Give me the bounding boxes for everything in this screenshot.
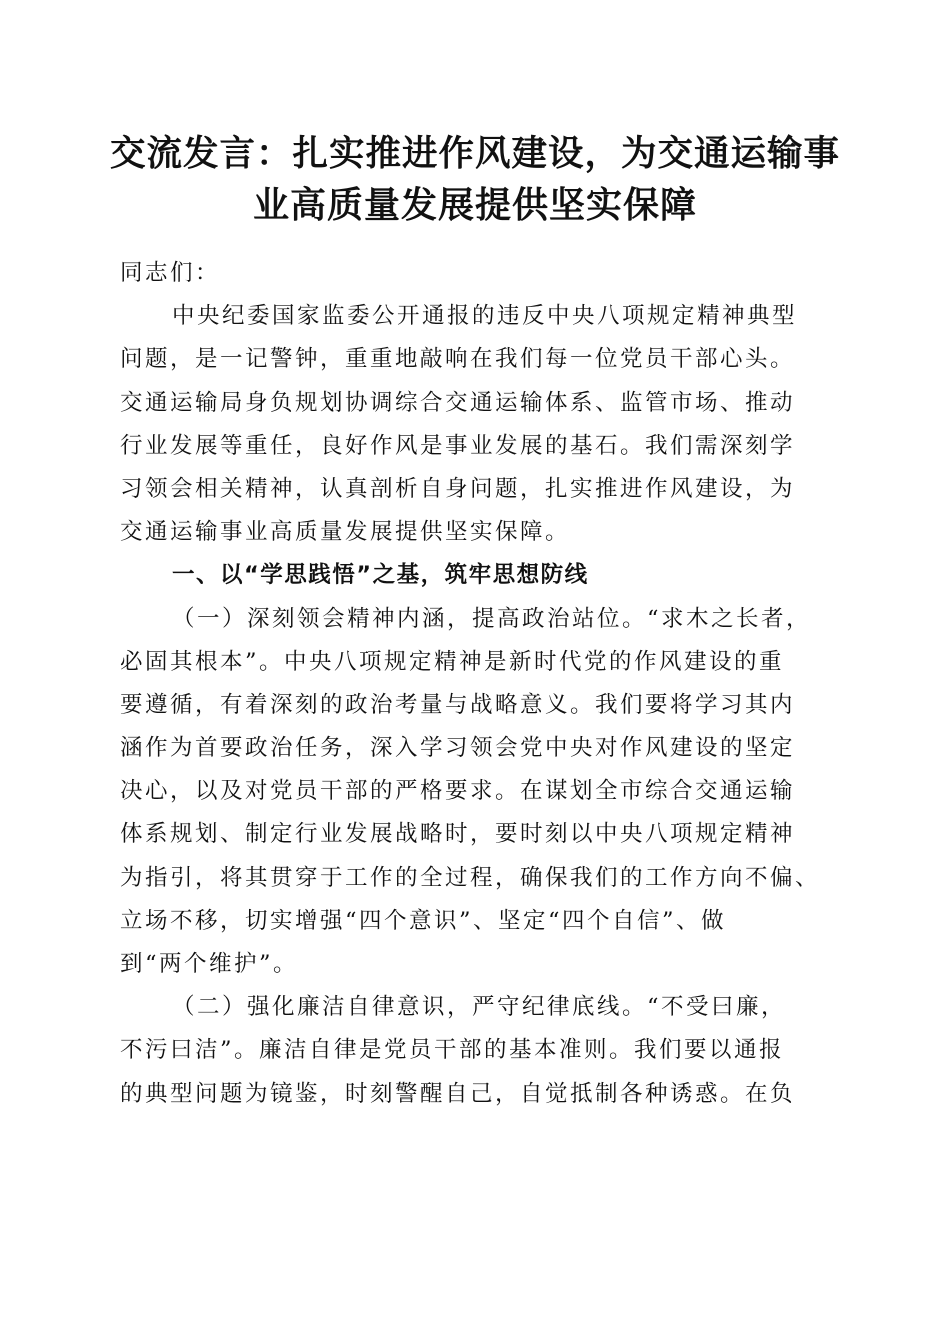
paragraph-line: 体系规划、制定行业发展战略时，要时刻以中央八项规定精神 <box>120 821 796 848</box>
paragraph-line: 决心，以及对党员干部的严格要求。在谋划全市综合交通运输 <box>120 778 796 805</box>
paragraph-line: 习领会相关精神，认真剖析自身问题，扎实推进作风建设，为 <box>120 475 796 502</box>
paragraph-line: 行业发展等重任，良好作风是事业发展的基石。我们需深刻学 <box>120 432 796 459</box>
paragraph-line: 到“两个维护”。 <box>120 951 299 977</box>
paragraph-line: 的典型问题为镜鉴，时刻警醒自己，自觉抵制各种诱惑。在负 <box>120 1080 796 1107</box>
section-heading: 一、以“学思践悟”之基，筑牢思想防线 <box>172 562 589 589</box>
title-line-1: 交流发言：扎实推进作风建设，为交通运输事 <box>110 133 841 174</box>
paragraph-line: 必固其根本”。中央八项规定精神是新时代党的作风建设的重 <box>120 648 785 675</box>
paragraph-line: 要遵循，有着深刻的政治考量与战略意义。我们要将学习其内 <box>120 691 796 718</box>
title-line-2: 业高质量发展提供坚实保障 <box>252 185 697 226</box>
paragraph-line: 问题，是一记警钟，重重地敲响在我们每一位党员干部心头。 <box>120 346 796 373</box>
paragraph-line: （二）强化廉洁自律意识，严守纪律底线。“不受曰廉， <box>172 994 787 1021</box>
document-body <box>120 252 830 1116</box>
paragraph-line: 为指引，将其贯穿于工作的全过程，确保我们的工作方向不偏、 <box>120 864 821 891</box>
paragraph-line: 涵作为首要政治任务，深入学习领会党中央对作风建设的坚定 <box>120 735 796 762</box>
document-title <box>110 128 840 232</box>
greeting: 同志们： <box>120 260 221 286</box>
paragraph-line: 不污曰洁”。廉洁自律是党员干部的基本准则。我们要以通报 <box>120 1037 785 1064</box>
paragraph-line: 交通运输局身负规划协调综合交通运输体系、监管市场、推动 <box>120 389 796 416</box>
paragraph-line: 中央纪委国家监委公开通报的违反中央八项规定精神典型 <box>172 303 798 330</box>
paragraph-line: 立场不移，切实增强“四个意识”、坚定“四个自信”、做 <box>120 907 727 934</box>
paragraph-line: （一）深刻领会精神内涵，提高政治站位。“求木之长者， <box>172 605 812 632</box>
paragraph-line: 交通运输事业高质量发展提供坚实保障。 <box>120 519 571 546</box>
